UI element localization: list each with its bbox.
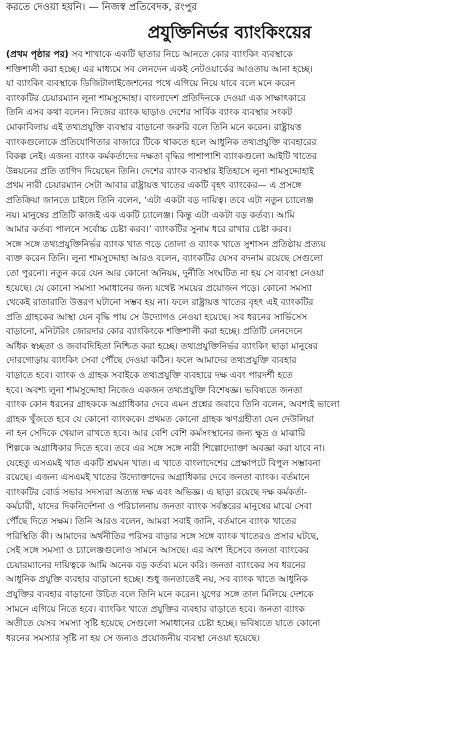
article-line [6, 369, 453, 384]
article-line [6, 179, 453, 194]
article-line [6, 471, 453, 486]
article-line-text: হয়েছে। যে কোনো সমস্যা সমাধানের জন্য যথেষ্ট সময়ের প্রয়োজন পড়ে। কোনো সমস্যা [6, 283, 312, 294]
article-line-text: ব্যাংকটির বোর্ড সভার সদস্যরা অত্যন্ত দক্ষ এবং অভিজ্ঞ। এ ছাড়া রয়েছে দক্ষ কর্মকর্তা- [6, 487, 308, 498]
article-line [6, 48, 453, 63]
article-line-text: যেহেতু এসএমই খাত একটি শ্রমঘন খাত। এ খাতে বাংলাদেশের প্রেক্ষাপটে বিপুল সম্ভাবনা [6, 458, 321, 469]
article-line [6, 617, 453, 632]
article-line-text: ব্যাংকগুলোকে প্রতিযোগিতার বাজারে টিকে থাকতে হলে আধুনিক তথ্যপ্রযুক্তি ব্যবহারের [6, 137, 317, 148]
article-body [6, 48, 453, 646]
article-line [6, 77, 453, 92]
article-line [6, 559, 453, 574]
article-line-text: রয়েছে। এজন্য এসএমই খাতের উদ্যোক্তাদের অগ্রাধিকার দেবে জনতা ব্যাংক। বর্তমানে [6, 473, 310, 484]
article-line [6, 150, 453, 165]
article-line [6, 515, 453, 530]
article-line [6, 252, 453, 267]
previous-article-tail: করতে দেওয়া হয়নি। — নিজস্ব প্রতিবেদক, রংপুর [6, 2, 197, 13]
article-line-text: থেকেই রাতারাতি উত্তরণ ঘটানো সম্ভব হয় না। ফলে রাষ্ট্রায়ত্ত খাতের বৃহৎ এই ব্যাংকটির [6, 298, 314, 309]
article-line-text: মোকাবিলায় এই তথ্যপ্রযুক্তি ব্যবস্থার বাড়ানো জরুরি বলে তিনি মনে করেন। রাষ্ট্রায়ত্ত [6, 122, 302, 133]
article-line [6, 311, 453, 326]
article-line [6, 442, 453, 457]
article-line [6, 398, 453, 413]
article-line-text: গ্রাহক খুঁজতে হবে যে কোনো ব্যাংককে। প্রথমত কোনো গ্রাহক ঋণগ্রহীতা যেন দেউলিয়া [6, 414, 314, 425]
article-line-text: শিল্পকে অগ্রাধিকার দিতে হবে। তবে এর সঙ্গে সঙ্গে নারী শিল্পোদ্যোক্তা অবজ্ঞা করা যাবে না। [6, 444, 326, 455]
article-line [6, 194, 453, 209]
article-line-text: সব শাখাকে একটি ছাতার নিচে আনতে কোর ব্যাংকিং ব্যবস্থাকে [68, 50, 293, 60]
article-line-text: ব্যাংক কোন ধরনের গ্রাহককে অগ্রাধিকার দেবে এমন প্রশ্নের জবাবে তিনি বলেন, অবশ্যই ভালো [6, 400, 340, 411]
article-line [6, 209, 453, 224]
article-line [6, 296, 453, 311]
article-line [6, 486, 453, 501]
article-line-text: প্রযুক্তির ব্যবহার বাড়ানো উচিত বলে তিনি মনে করেন। যুগের সঙ্গে তাল মিলিয়ে দেশকে [6, 589, 314, 600]
article-line-text: অতীতে যেসব সমস্যা সৃষ্টি হয়েছে সেগুলো সমাধানের চেষ্টা হচ্ছে। ভবিষ্যতে যাতে কোনো [6, 619, 321, 630]
article-line-text: তো পুরনো। নতুন করে যেন আর কোনো অনিয়ম, দুর্নীতি সংঘটিত না হয় সে ব্যবস্থা নেওয়া [6, 268, 324, 279]
article-line-text: যা ব্যাংকিং ব্যবস্থাকে ডিজিটালাইজেশনের পথে এগিয়ে নিয়ে যাবে বলে মনে করেন [6, 79, 296, 90]
article-line [6, 384, 453, 399]
article-line [6, 354, 453, 369]
article-line-text: আমার কর্তব্য পালনে সর্বোচ্চ চেষ্টা করব।’ ব্যাংকটির সুনাম ধরে রাখার চেষ্টা করব। [6, 225, 292, 236]
article-line-text: অধিক স্বচ্ছতা ও জবাবদিহিতা নিশ্চিত করা হচ্ছে। তথ্যপ্রযুক্তিনির্ভর ব্যাংকিং ছাড়া মানুষের [6, 341, 318, 352]
article-line [6, 267, 453, 282]
article-line-text: চেয়ারম্যানের দায়িত্বকে আমি অনেক বড় কর্তব্য মনে করি। জনতা ব্যাংকের সব ধরনের [6, 560, 306, 571]
article-line-text: তিনি এসব কথা বলেন। নিজের ব্যাংক ছাড়াও দেশের সার্বিক ব্যাংক ব্যবস্থার সংকট [6, 108, 293, 119]
article-line-text: বাড়াতে হবে। ব্যাংক ও গ্রাহক সবাইকে তথ্যপ্রযুক্তি ব্যবহারে দক্ষ এবং পারদর্শী হতে [6, 371, 293, 382]
article-line-text: বাড়ানো, মনিটরিং জোরদার কোর ব্যাংকিংকে শক্তিশালী করা হচ্ছে। প্রতিটি লেনদেনে [6, 327, 303, 338]
article-line-text: পৌঁছে দিতে সক্ষম। তিনি আরও বলেন, আমরা সবাই জানি, বর্তমানে ব্যাংক খাতের [6, 517, 297, 527]
article-line [6, 282, 453, 297]
article-line-text: প্রথম নারী চেয়ারম্যান সেটা আবার রাষ্ট্রায়ত্ত খাতের একটি বৃহৎ ব্যাংকের— এ প্রসঙ্গে [6, 181, 302, 192]
article-line-text: দোরগোড়ায় ব্যাংকিং সেবা পৌঁছে দেওয়া কঠিন। ফলে আমাদের তথ্যপ্রযুক্তি ব্যবহার [6, 356, 297, 367]
article-line-text: সামনে এগিয়ে নিতে হবে। ব্যাংকিং খাতে প্রযুক্তির ব্যবহার বাড়াতে হবে। জনতা ব্যাংক [6, 604, 305, 615]
article-line-text: বিকল্প নেই। এজন্য ব্যাংক কর্মকর্তাদের দক্ষতা বৃদ্ধির পাশাপাশি ব্যাংকগুলো আইটি খাতের [6, 152, 317, 163]
article-line-text: ব্যাংকটির চেয়ারম্যান লুনা শামসুদ্দোহা। বাংলাদেশ প্রতিদিনকে দেওয়া এক সাক্ষাৎকারে [6, 93, 306, 104]
continuation-label: (প্রথম পৃষ্ঠার পর) [6, 50, 69, 60]
article-line [6, 223, 453, 238]
article-line [6, 427, 453, 442]
article-line-text: সঙ্গে সঙ্গে তথ্যপ্রযুক্তিনির্ভর ব্যাংক খাত গড়ে তোলা ও ব্যাংক খাতে সুশাসন প্রতিষ্ঠায় প্রত্যয় [6, 239, 326, 250]
article-line [6, 63, 453, 78]
article-line [6, 413, 453, 428]
article-line [6, 340, 453, 355]
article-line-text: পরিস্থিতি কী। আমাদের অর্থনীতির পরিসর বাড়ার সঙ্গে সঙ্গে ব্যাংক খাতেরও প্রসার ঘটছে, [6, 531, 319, 542]
article-line [6, 92, 453, 107]
article-line [6, 603, 453, 618]
article-line [6, 573, 453, 588]
article-line [6, 121, 453, 136]
article-line-text: প্রতি গ্রাহকের আস্থা যেন বৃদ্ধি পায় সে উদ্যোগও নেওয়া হয়েছে। সব ধরনের সার্ভিসেস [6, 312, 308, 323]
article-line-text: শক্তিশালী করা হচ্ছে। এর মাধ্যমে সব লেনদেন একই নেটওয়ার্কের আওতায় আনা হচ্ছে। [6, 64, 313, 75]
article-line [6, 457, 453, 472]
article-line [6, 500, 453, 515]
article-headline: প্রযুক্তিনির্ভর ব্যাংকিংয়ের [147, 23, 312, 43]
article-line-text: আধুনিক প্রযুক্তি ব্যবহার বাড়ানো হচ্ছে। শুধু জনতাতেই নয়, সব ব্যাংক খাতে আধুনিক [6, 575, 308, 586]
article-line [6, 238, 453, 253]
article-line-text: নয়। মানুষের প্রতিটি কাজই এক একটি চ্যালেঞ্জ। কিন্তু এটা একটা বড় কর্তব্য। আমি [6, 210, 295, 221]
article-line-text: হবে। অবশ্য লুনা শামসুদ্দোহা নিজেও একজন তথ্যপ্রযুক্তি বিশেষজ্ঞ। ভবিষ্যতে জনতা [6, 385, 303, 396]
article-line-text: সেই সঙ্গে সমস্যা ও চ্যালেঞ্জগুলোও সামনে আসছে। এর অংশ হিসেবে জনতা ব্যাংকের [6, 546, 309, 557]
article-line [6, 632, 453, 647]
article-line [6, 544, 453, 559]
article-line [6, 106, 453, 121]
article-line [6, 588, 453, 603]
article-line-text: উন্নয়নের প্রতি তাগিদ দিয়েছেন তিনি। দেশের ব্যাংক ব্যবস্থার ইতিহাসে লুনা শামসুদ্দোহাই [6, 166, 314, 177]
article-line [6, 136, 453, 151]
article-line-text: ব্যক্ত করেন তিনি। লুনা শামসুদ্দোহা আরও বলেন, ব্যাংকটির যেসব বদনাম রয়েছে সেগুলো [6, 254, 323, 265]
article-line [6, 165, 453, 180]
article-line-text: প্রতিক্রিয়া জানতে চাইলে তিনি বলেন, ‘এটা একটা বড় দায়িত্ব। তবে এটা নতুন চ্যালেঞ্জ [6, 195, 314, 206]
article-line [6, 530, 453, 545]
article-line-text: কর্মচারী, যাদের দিকনির্দেশনা ও পরিচালনায় জনতা ব্যাংক সর্বস্তরের মানুষের মাঝে সেবা [6, 502, 312, 513]
article-line-text: ধরনের সমস্যার সৃষ্টি না হয় সে জন্যও প্রয়োজনীয় ব্যবস্থা নেওয়া হয়েছে। [6, 633, 261, 644]
article-line [6, 325, 453, 340]
article-line-text: না হন সেদিকে খেয়াল রাখতে হবে। আর বেশি বেশি কর্মসংস্থানের জন্য ক্ষুদ্র ও মাঝারি [6, 429, 306, 440]
